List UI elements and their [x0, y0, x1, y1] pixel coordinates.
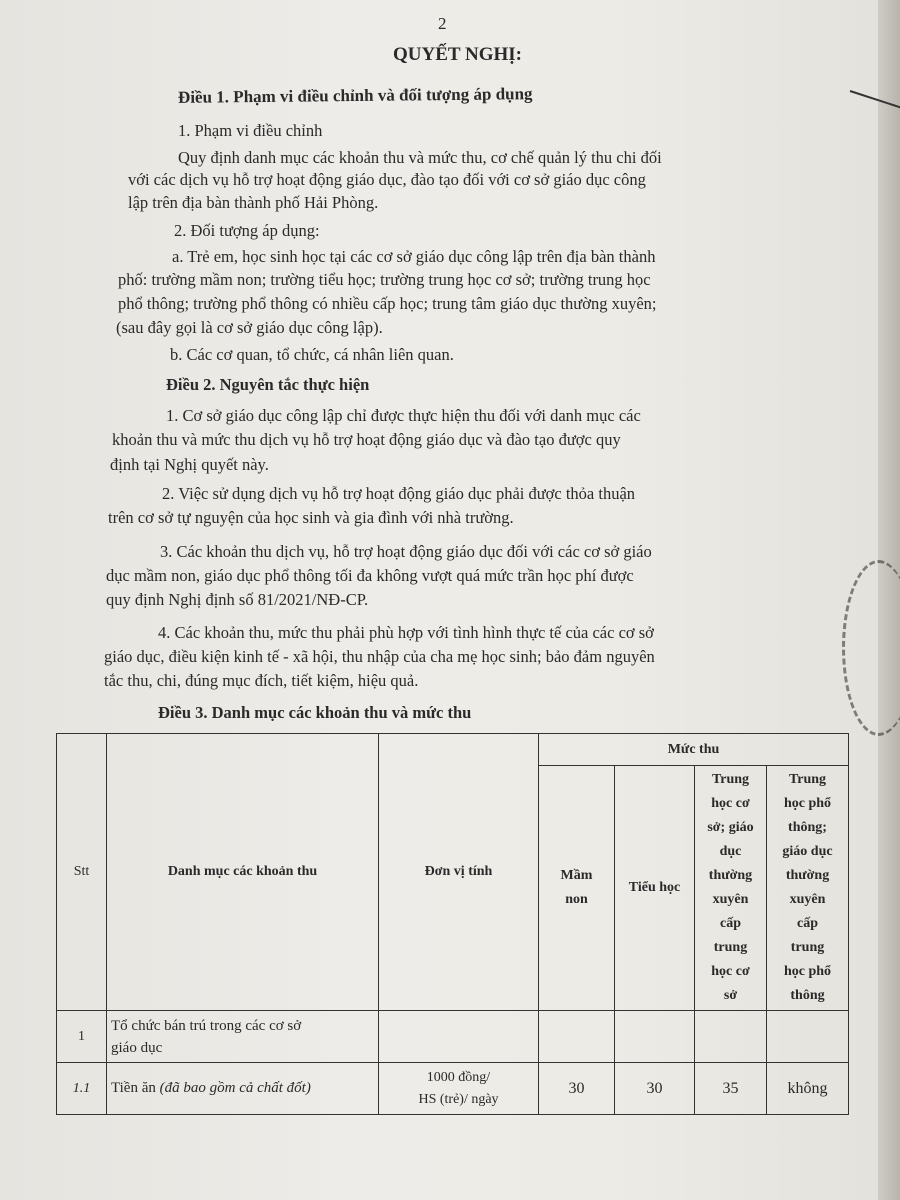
row-item: Tổ chức bán trú trong các cơ sở giáo dục [107, 1011, 379, 1063]
row-unit: 1000 đồng/ HS (trẻ)/ ngày [379, 1063, 539, 1115]
header-unit: Đơn vị tính [379, 734, 539, 1011]
header-kindergarten: Mầm non [539, 766, 615, 1011]
principle-3-line: dục mầm non, giáo dục phổ thông tối đa không vượt quá mức trần học phí được [106, 566, 634, 585]
row-stt: 1 [57, 1011, 107, 1063]
principle-3-line: quy định Nghị định số 81/2021/NĐ-CP. [106, 590, 369, 609]
principle-3-line: 3. Các khoản thu dịch vụ, hỗ trợ hoạt động giáo dục đối với các cơ sở giáo [160, 542, 652, 561]
row-primary: 30 [615, 1063, 695, 1115]
header-lower-secondary: Trung học cơ sở; giáo dục thường xuyên cấp trung học cơ sở [695, 766, 767, 1011]
principle-2-line: trên cơ sở tự nguyện của học sinh và gia đình với nhà trường. [108, 508, 514, 527]
subject-a-line: phổ thông; trường phổ thông có nhiều cấp học; trung tâm giáo dục thường xuyên; [118, 294, 657, 313]
article2-heading: Điều 2. Nguyên tắc thực hiện [166, 375, 370, 394]
principle-4-line: 4. Các khoản thu, mức thu phải phù hợp với tình hình thực tế của các cơ sở [158, 623, 654, 642]
principle-1-line: 1. Cơ sở giáo dục công lập chỉ được thực hiện thu đối với danh mục các [166, 406, 641, 425]
principle-1-line: định tại Nghị quyết này. [110, 455, 269, 474]
subject-a-line: a. Trẻ em, học sinh học tại các cơ sở giáo dục công lập trên địa bàn thành [172, 247, 656, 266]
principle-4-line: giáo dục, điều kiện kinh tế - xã hội, thu nhập của cha mẹ học sinh; bảo đảm nguyên [104, 647, 655, 666]
header-upper-secondary: Trung học phổ thông; giáo dục thường xuyên cấp trung học phổ thông [767, 766, 849, 1011]
principle-4-line: tắc thu, chi, đúng mục đích, tiết kiệm, hiệu quả. [104, 671, 419, 690]
row-lower-secondary: 35 [695, 1063, 767, 1115]
subject-b: b. Các cơ quan, tổ chức, cá nhân liên quan. [170, 345, 454, 364]
row-kindergarten [539, 1011, 615, 1063]
scope-line: lập trên địa bàn thành phố Hải Phòng. [128, 193, 379, 212]
scope-heading: 1. Phạm vi điều chỉnh [178, 121, 323, 140]
principle-1-line: khoản thu và mức thu dịch vụ hỗ trợ hoạt động giáo dục và đào tạo được quy [112, 430, 621, 449]
row-primary [615, 1011, 695, 1063]
scope-line: với các dịch vụ hỗ trợ hoạt động giáo dục, đào tạo đối với cơ sở giáo dục công [128, 170, 646, 189]
row-kindergarten: 30 [539, 1063, 615, 1115]
row-unit [379, 1011, 539, 1063]
document-title: QUYẾT NGHỊ: [393, 44, 522, 65]
header-rate: Mức thu [539, 734, 849, 766]
header-primary: Tiểu học [615, 766, 695, 1011]
article3-heading: Điều 3. Danh mục các khoản thu và mức thu [158, 703, 472, 722]
principle-2-line: 2. Việc sử dụng dịch vụ hỗ trợ hoạt động giáo dục phải được thỏa thuận [162, 484, 636, 503]
scope-line: Quy định danh mục các khoản thu và mức thu, cơ chế quản lý thu chi đối [178, 148, 662, 167]
row-lower-secondary [695, 1011, 767, 1063]
subjects-heading: 2. Đối tượng áp dụng: [174, 221, 320, 240]
page-number: 2 [438, 14, 447, 33]
table-row [57, 1063, 849, 1115]
subject-a-line: phố: trường mầm non; trường tiểu học; trường trung học cơ sở; trường trung học [118, 270, 651, 289]
subject-a-line: (sau đây gọi là cơ sở giáo dục công lập). [116, 318, 383, 337]
row-stt: 1.1 [57, 1063, 107, 1115]
row-upper-secondary [767, 1011, 849, 1063]
article1-heading: Điều 1. Phạm vi điều chỉnh và đối tượng áp dụng [177, 84, 533, 107]
header-item: Danh mục các khoản thu [107, 734, 379, 1011]
row-item: Tiền ăn (đã bao gồm cả chất đốt) [107, 1063, 379, 1115]
table-row [57, 1011, 849, 1063]
header-stt: Stt [57, 734, 107, 1011]
fee-table [56, 733, 849, 1115]
row-upper-secondary: không [767, 1063, 849, 1115]
